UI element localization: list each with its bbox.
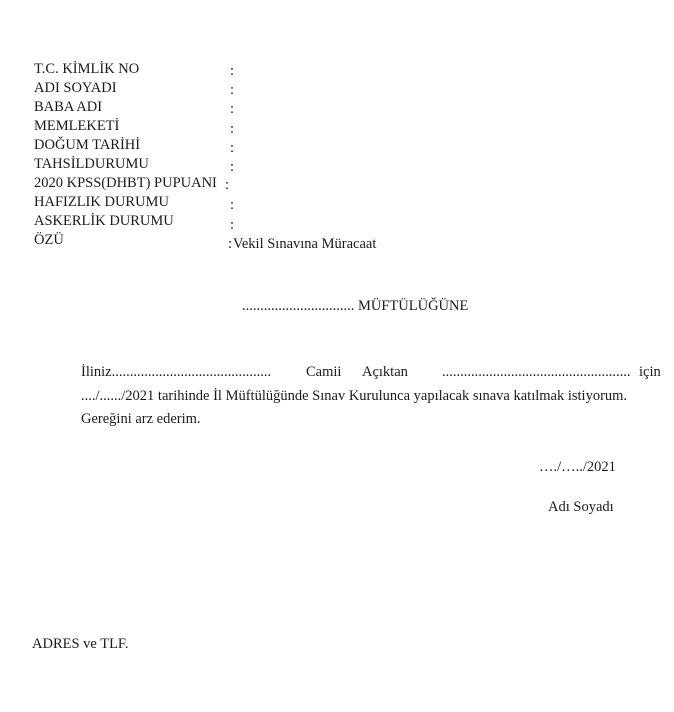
field-colon: : — [230, 121, 235, 137]
signature-label: Adı Soyadı — [548, 499, 614, 515]
field-colon: : — [230, 140, 235, 156]
field-colon: : — [230, 197, 235, 213]
body-line2: ..../....../2021 tarihinde İl Müftülüğünde Sınav Kurulunca yapılacak sınava katılmak istiyorum. — [81, 388, 628, 404]
field-label-askerlik-durumu: ASKERLİK DURUMU — [34, 213, 174, 229]
body-icin: için — [639, 364, 661, 380]
field-label-tahsil-durumu: TAHSİLDURUMU — [34, 156, 149, 172]
field-label-adi-soyadi: ADI SOYADI — [34, 80, 117, 96]
addressee-line: ............................... MÜFTÜLÜĞÜNE — [242, 298, 469, 314]
field-label-hafizlik-durumu: HAFIZLIK DURUMU — [34, 194, 169, 210]
body-dots: .................................................... — [442, 364, 631, 380]
address-label: ADRES ve TLF. — [32, 636, 129, 652]
body-aciktan: Açıktan — [362, 364, 408, 380]
field-colon: : — [230, 159, 235, 175]
body-line3: Gereğini arz ederim. — [81, 411, 201, 427]
field-colon: : — [230, 63, 235, 79]
field-label-kpss-puani: 2020 KPSS(DHBT) PUPUANI — [34, 175, 217, 191]
field-label-memleketi: MEMLEKETİ — [34, 118, 120, 134]
field-label-dogum-tarihi: DOĞUM TARİHİ — [34, 137, 141, 153]
field-colon: : — [230, 82, 235, 98]
date-line: …./…../2021 — [539, 459, 616, 475]
field-colon: : — [230, 101, 235, 117]
field-colon: : — [225, 177, 230, 193]
field-label-ozu: ÖZÜ — [34, 232, 64, 248]
field-colon: : — [230, 217, 235, 233]
field-label-baba-adi: BABA ADI — [34, 99, 103, 115]
body-iliniz: İliniz............................................ — [81, 364, 272, 380]
field-value-ozu: Vekil Sınavına Müracaat — [233, 236, 377, 252]
field-label-tc-kimlik-no: T.C. KİMLİK NO — [34, 61, 140, 77]
body-camii: Camii — [306, 364, 342, 380]
field-colon: : — [228, 236, 233, 252]
